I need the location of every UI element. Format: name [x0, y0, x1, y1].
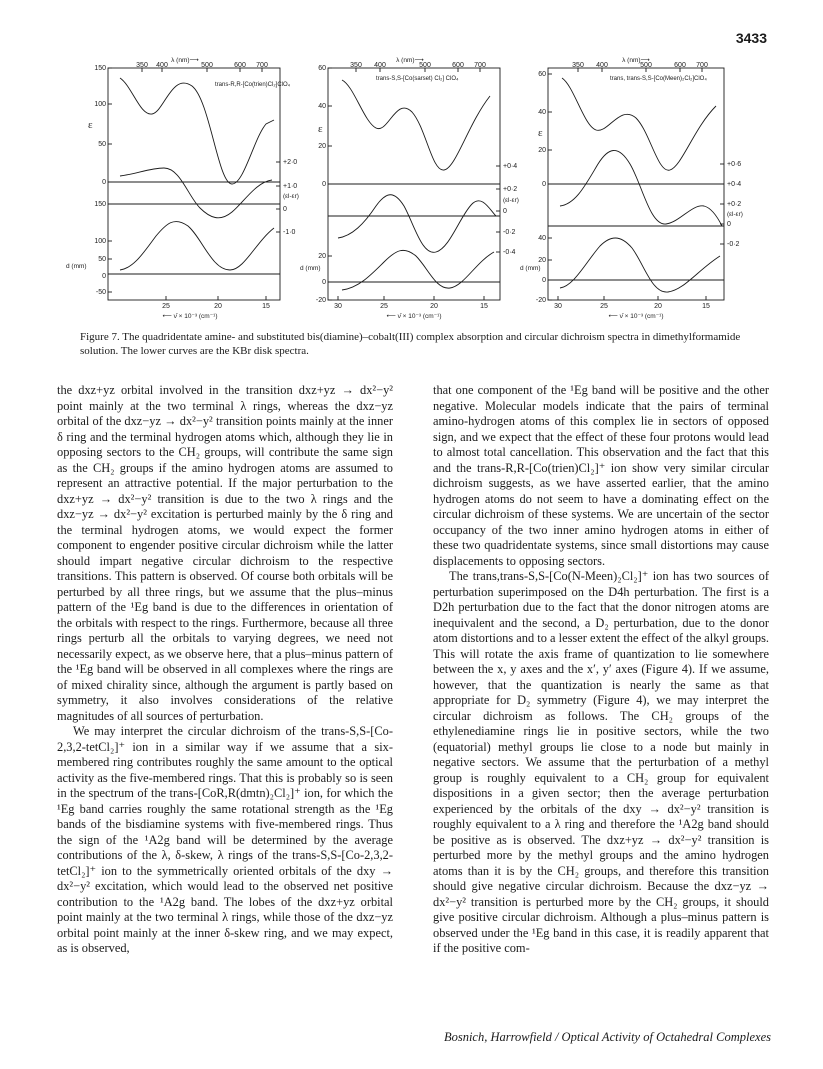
- svg-text:0: 0: [542, 277, 546, 284]
- panel-1-compound-label: trans-R,R-[Co(trien)Cl₂]ClO₄: [215, 82, 291, 88]
- svg-text:500: 500: [201, 62, 213, 69]
- svg-text:40: 40: [538, 235, 546, 242]
- svg-text:25: 25: [600, 303, 608, 310]
- svg-text:0: 0: [102, 179, 106, 186]
- svg-text:0: 0: [102, 273, 106, 280]
- svg-text:0: 0: [503, 208, 507, 215]
- panel-2-wavelength-axis-label: λ (nm)⟶: [396, 57, 424, 64]
- panel-2-frame: [328, 68, 500, 300]
- figure-caption: Figure 7. The quadridentate amine- and substituted bis(diamine)–cobalt(III) complex absorption and circular dichroism spectra in dimethylformamide solution. The lower curves are the KBr disk spectra.: [80, 331, 741, 357]
- svg-text:150: 150: [94, 201, 106, 208]
- svg-text:350: 350: [350, 62, 362, 69]
- svg-text:+2·0: +2·0: [283, 159, 298, 166]
- svg-text:40: 40: [318, 103, 326, 110]
- panel-1-d-label: d (mm): [66, 263, 87, 270]
- svg-text:100: 100: [94, 101, 106, 108]
- svg-text:-20: -20: [535, 297, 546, 304]
- paragraph: that one component of the ¹Eg band will be positive and the other negative. Molecular models indicate that the pairs of terminal amino-hydrogen atoms of this complex lie in sectors of opposed sign, and we expect that the effect of these four protons would lead to almost total cancellation. This observation and the fact that this and the trans-R,R-[Co(trien)Cl₂]⁺ ion show very similar circular dichroism suggests, as we have asserted earlier, that the amino hydrogen atoms do not seem to have a dominating effect on the circular dichroism of these systems. We are uncertain of the sector occupancy of the two inner amino hydrogen atoms in either of these two quadridentate systems, since small distortions may cause displacements to opposing sectors.: [433, 383, 769, 568]
- left-column: [57, 383, 393, 957]
- svg-text:20: 20: [538, 257, 546, 264]
- svg-text:+0·4: +0·4: [727, 181, 742, 188]
- panel-2-compound-label: trans-S,S-[Co(sarset) Cl₂] ClO₄: [376, 76, 459, 82]
- svg-text:600: 600: [234, 62, 246, 69]
- svg-text:20: 20: [214, 303, 222, 310]
- svg-text:-0·4: -0·4: [503, 249, 516, 256]
- panel-2-kbr-curve: [342, 250, 494, 290]
- svg-text:20: 20: [318, 253, 326, 260]
- svg-text:+0·2: +0·2: [503, 186, 518, 193]
- svg-text:60: 60: [318, 65, 326, 72]
- svg-text:400: 400: [374, 62, 386, 69]
- svg-text:15: 15: [702, 303, 710, 310]
- svg-text:0: 0: [322, 181, 326, 188]
- panel-3-wavenumber-axis-label: ⟵ ν̄ × 10⁻³ (cm⁻¹): [608, 313, 664, 320]
- panel-3-cd-axis-label: (εl-εr): [727, 211, 743, 218]
- svg-text:400: 400: [596, 62, 608, 69]
- svg-text:100: 100: [94, 238, 106, 245]
- svg-text:350: 350: [572, 62, 584, 69]
- panel-2-epsilon-label: ε: [318, 123, 323, 135]
- svg-text:+0·2: +0·2: [727, 201, 742, 208]
- figure-7-spectra: [66, 56, 780, 326]
- page-number: 3433: [735, 30, 767, 46]
- running-footer: Bosnich, Harrowfield / Optical Activity of Octahedral Complexes: [443, 1030, 771, 1044]
- svg-text:15: 15: [480, 303, 488, 310]
- svg-text:20: 20: [654, 303, 662, 310]
- svg-text:30: 30: [554, 303, 562, 310]
- svg-text:40: 40: [538, 109, 546, 116]
- svg-text:400: 400: [156, 62, 168, 69]
- svg-text:-20: -20: [315, 297, 326, 304]
- panel-3-absorption-curve: [562, 78, 716, 170]
- svg-text:-1·0: -1·0: [283, 229, 296, 236]
- svg-text:350: 350: [136, 62, 148, 69]
- svg-text:0: 0: [727, 221, 731, 228]
- svg-text:700: 700: [696, 62, 708, 69]
- panel-1-wavelength-axis-label: λ (nm)⟶: [171, 57, 199, 64]
- svg-text:150: 150: [94, 65, 106, 72]
- panel-3-wavelength-axis-label: λ (nm)⟶: [622, 57, 650, 64]
- panel-3-kbr-curve: [560, 238, 720, 292]
- svg-text:0: 0: [283, 206, 287, 213]
- svg-text:+0·6: +0·6: [727, 161, 742, 168]
- svg-text:500: 500: [640, 62, 652, 69]
- svg-text:-50: -50: [95, 289, 106, 296]
- panel-1-cd-curve: [120, 168, 272, 218]
- svg-text:30: 30: [334, 303, 342, 310]
- svg-text:25: 25: [162, 303, 170, 310]
- panel-2-absorption-curve: [342, 80, 490, 170]
- figure-7: [66, 56, 780, 326]
- svg-text:0: 0: [542, 181, 546, 188]
- svg-text:20: 20: [318, 143, 326, 150]
- panel-3-epsilon-label: ε: [538, 127, 543, 139]
- panel-2-wavenumber-axis-label: ⟵ ν̄ × 10⁻³ (cm⁻¹): [386, 313, 442, 320]
- panel-1-absorption-curve: [120, 78, 274, 184]
- panel-1-wavenumber-axis-label: ⟵ ν̄ × 10⁻³ (cm⁻¹): [162, 313, 218, 320]
- svg-text:+1·0: +1·0: [283, 183, 298, 190]
- svg-text:15: 15: [262, 303, 270, 310]
- panel-3-cd-curve: [560, 150, 722, 226]
- paragraph: the dxz+yz orbital involved in the transition dxz+yz → dx²−y² point mainly at the two terminal λ rings, whereas the dxz−yz orbital of the dxz−yz → dx²−y² transition points mainly at the inner δ ring and the terminal hydrogen atoms which, although they lie in opposing sectors to the CH₂ groups, will contribute the same sign as the CH₂ groups if the amino hydrogen atoms are assumed to represent an attractive potential. If the major perturbation to the dxz+yz → dx²−y² transition is due to the two λ rings and the dxz−yz → dx²−y² excitation is perturbed mainly by the δ ring and the terminal hydrogen atoms, we would expect the former component to engender positive circular dichroism while the latter should impart negative circular dichroism to the respective transitions. This pattern is observed. Of course both orbitals will be perturbed by all three rings, but we assume that the plus–minus pattern of the ¹Eg band is due to the differences in orientation of the orbitals with respect to the rings. Furthermore, because all three rings perturb all the orbitals to varying degrees, we need not necessarily expect, as we observe here, that a plus–minus pattern of the ¹Eg band will be observed in all complexes where the rings are of mixed chirality since, although the argument is partly based on symmetry, it also involves considerations of the relative magnitudes of all sources of perturbation.: [57, 383, 393, 723]
- panel-3-compound-label: trans, trans-S,S-[Co(Meen)₂Cl₂]ClO₄: [610, 76, 707, 82]
- panel-1-kbr-curve: [120, 221, 274, 270]
- svg-text:20: 20: [538, 147, 546, 154]
- panel-2-cd-axis-label: (εl-εr): [503, 197, 519, 204]
- panel-3-d-label: d (mm): [520, 265, 541, 272]
- panel-1-frame: [108, 68, 280, 300]
- svg-text:500: 500: [419, 62, 431, 69]
- svg-text:-0·2: -0·2: [727, 241, 740, 248]
- panel-2-d-label: d (mm): [300, 265, 321, 272]
- panel-1-cd-axis-label: (εl-εr): [283, 193, 299, 200]
- svg-text:600: 600: [674, 62, 686, 69]
- svg-text:700: 700: [256, 62, 268, 69]
- svg-text:60: 60: [538, 71, 546, 78]
- panel-1-epsilon-label: ε: [88, 119, 93, 131]
- paragraph: We may interpret the circular dichroism of the trans-S,S-[Co-2,3,2-tetCl₂]⁺ ion in a similar way if we assume that a six-membered ring contributes roughly the same amount to the optical activity as the five-membered rings. That this is probably so is seen in the spectrum of the trans-[CoR,R(dmtn)₂Cl₂]⁺ ion, for which the ¹Eg band carries roughly the same rotational strength as the ¹Eg bands of the bisdiamine systems with five-membered rings. Thus the sign of the ¹A2g band will be determined by the average contributions of the λ, δ-skew, λ rings of the trans-S,S-[Co-2,3,2-tetCl₂]⁺ ion to the symmetrically oriented orbitals of the dxy → dx²−y² excitation, which would lead to the observed net positive contribution to the ¹A2g band. The lobes of the dxz+yz orbital point mainly at the two terminal λ rings, while those of the dxz−yz orbital point mainly at the inner δ-skew ring, and we may expect, as is observed,: [57, 724, 393, 955]
- panel-3-frame: [548, 68, 724, 300]
- svg-text:25: 25: [380, 303, 388, 310]
- right-column: [433, 383, 769, 957]
- svg-text:50: 50: [98, 141, 106, 148]
- paragraph: The trans,trans-S,S-[Co(N-Meen)₂Cl₂]⁺ ion has two sources of perturbation superimposed on the D4h perturbation. The first is a D2h perturbation due to the fact that the donor nitrogen atoms are inequivalent and the second, a D₂ perturbation, due to the donor atom distortions and to a lesser extent the effect of the alkyl groups. This will rotate the axis frame of quantization to lie somewhere between the x, y axes and the x′, y′ axes (Figure 4). If we assume, however, that the quantization is nearly the same as that appropriate for D₂ symmetry (Figure 4), we may interpret the circular dichroism as follows. The CH₂ groups of the ethylenediamine rings lie in positive sectors, while the two (equatorial) methyl groups lie close to a node but mainly in negative sectors. We assume that the perturbation of a methyl group is roughly equivalent to a CH₂ group for equivalent dispositions in a given sector; then the average perturbation experienced by the orbitals of the dxy → dx²−y² transition is roughly equivalent to a λ ring and therefore the ¹A2g band should be positive as is observed. The dxz+yz → dx²−y² transition is perturbed more by the methyl groups and the amino hydrogen atoms than it is by the CH₂ groups, and therefore this transition should give negative circular dichroism. Because the dxz−yz → dx²−y² transition is perturbed more by the CH₂ groups, it should give positive circular dichroism. Although a plus–minus pattern is observed under the ¹Eg band in this case, it is readily apparent that if the positive com-: [433, 569, 769, 955]
- svg-text:20: 20: [430, 303, 438, 310]
- svg-text:700: 700: [474, 62, 486, 69]
- svg-text:+0·4: +0·4: [503, 163, 518, 170]
- svg-text:600: 600: [452, 62, 464, 69]
- panel-2-cd-curve: [338, 195, 496, 253]
- svg-text:0: 0: [322, 279, 326, 286]
- svg-text:-0·2: -0·2: [503, 229, 516, 236]
- svg-text:50: 50: [98, 256, 106, 263]
